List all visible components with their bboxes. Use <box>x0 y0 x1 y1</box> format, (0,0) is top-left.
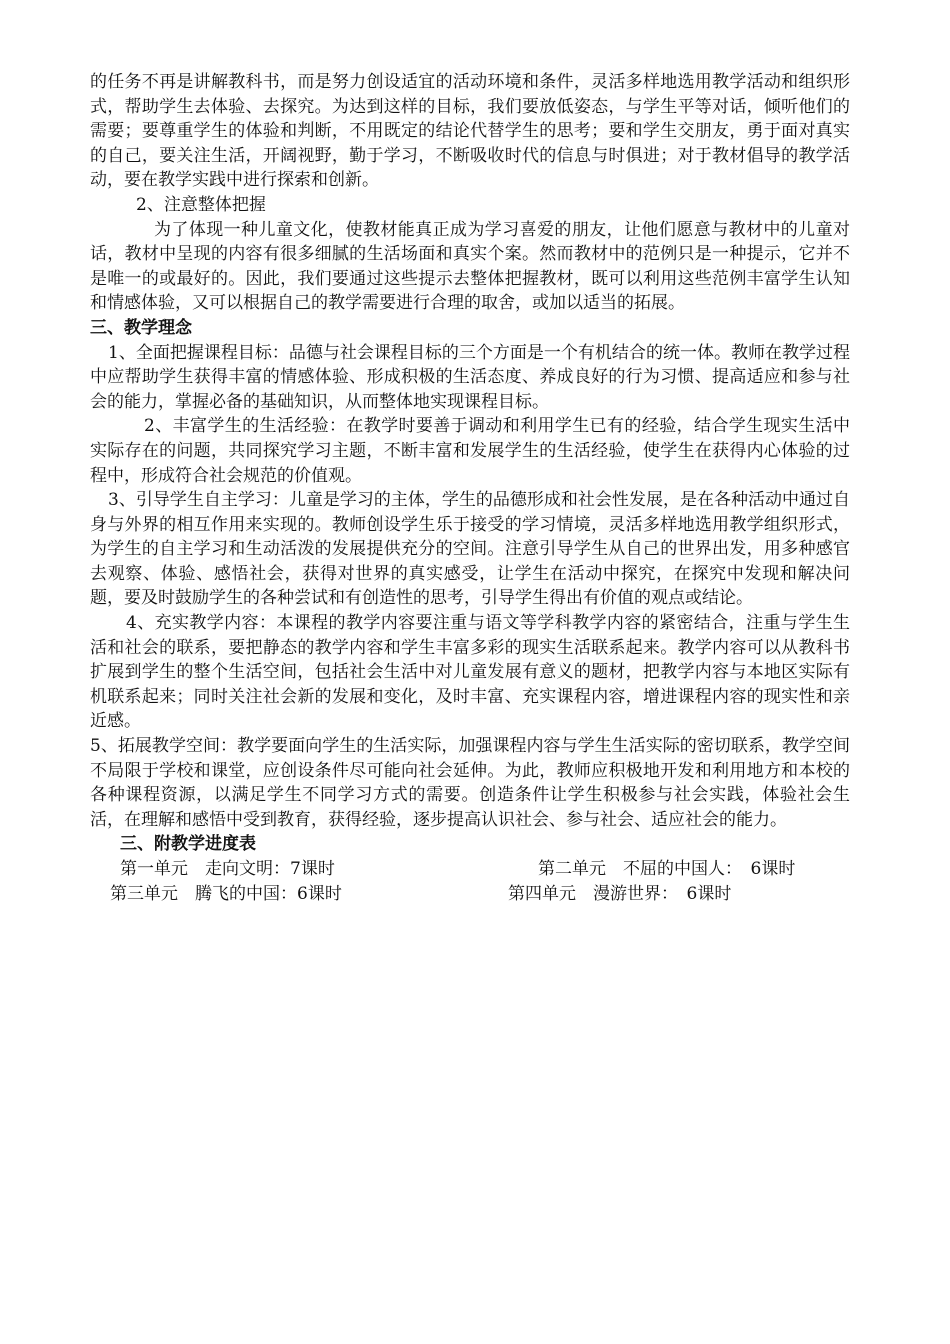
schedule-table <box>90 857 850 906</box>
schedule-unit-4: 第四单元 漫游世界： 6课时 <box>508 883 732 904</box>
overall-grasp-paragraph: 为了体现一种儿童文化，使教材能真正成为学习喜爱的朋友，让他们愿意与教材中的儿童对话，教材中呈现的内容有很多细腻的生活场面和真实个案。然而教材中的范例只是一种提示，它并不是唯一的或最好的。因此，我们要通过这些提示去整体把握教材，既可以利用这些范例丰富学生认知和情感体验，又可以根据自己的教学需要进行合理的取舍，或加以适当的拓展。 <box>90 219 850 314</box>
concept-item-3: 3、引导学生自主学习：儿童是学习的主体，学生的品德形成和社会性发展，是在各种活动中通过自身与外界的相互作用来实现的。教师创设学生乐于接受的学习情境，灵活多样地选用教学组织形式，为学生的自主学习和生动活泼的发展提供充分的空间。注意引导学生从自己的世界出发，用多种感官去观察、体验、感悟社会，获得对世界的真实感受，让学生在活动中探究，在探究中发现和解决问题，要及时鼓励学生的各种尝试和有创造性的思考，引导学生得出有价值的观点或结论。 <box>90 490 850 609</box>
schedule-unit-2: 第二单元 不屈的中国人： 6课时 <box>538 859 796 879</box>
overall-grasp-subheading: 2、注意整体把握 <box>136 194 266 215</box>
intro-paragraph: 的任务不再是讲解教科书，而是努力创设适宜的活动环境和条件，灵活多样地选用教学活动和组织形式，帮助学生去体验、去探究。为达到这样的目标，我们要放低姿态，与学生平等对话，倾听他们的需要；要尊重学生的体验和判断，不用既定的结论代替学生的思考；要和学生交朋友，勇于面对真实的自己，要关注生活，开阔视野，勤于学习，不断吸收时代的信息与时俱进；对于教材倡导的教学活动，要在教学实践中进行探索和创新。 <box>90 72 850 191</box>
schedule-heading: 三、附教学进度表 <box>120 834 256 855</box>
concept-item-5: 5、拓展教学空间：教学要面向学生的生活实际，加强课程内容与学生生活实际的密切联系，教学空间不局限于学校和课堂，应创设条件尽可能向社会延伸。为此，教师应积极地开发和利用地方和本校的各种课程资源，以满足学生不同学习方式的需要。创造条件让学生积极参与社会实践，体验社会生活，在理解和感悟中受到教育，获得经验，逐步提高认识社会、参与社会、适应社会的能力。 <box>90 736 850 830</box>
document-page <box>90 70 850 906</box>
schedule-unit-1: 第一单元 走向文明：7课时 <box>120 859 335 879</box>
concept-item-1: 1、全面把握课程目标：品德与社会课程目标的三个方面是一个有机结合的统一体。教师在教学过程中应帮助学生获得丰富的情感体验、形成积极的生活态度、养成良好的行为习惯、提高适应和参与社会的能力，掌握必备的基础知识，从而整体地实现课程目标。 <box>90 342 850 412</box>
schedule-unit-3: 第三单元 腾飞的中国：6课时 <box>110 883 342 904</box>
concept-item-4: 4、充实教学内容：本课程的教学内容要注重与语文等学科教学内容的紧密结合，注重与学生生活和社会的联系，要把静态的教学内容和学生丰富多彩的现实生活联系起来。教学内容可以从教科书扩展到学生的整个生活空间，包括社会生活中对儿童发展有意义的题材，把教学内容与本地区实际有机联系起来；同时关注社会新的发展和变化，及时丰富、充实课程内容，增进课程内容的现实性和亲近感。 <box>90 613 850 732</box>
concept-item-2: 2、丰富学生的生活经验：在教学时要善于调动和利用学生已有的经验，结合学生现实生活中实际存在的问题，共同探究学习主题，不断丰富和发展学生的生活经验，使学生在获得内心体验的过程中，形成符合社会规范的价值观。 <box>90 416 850 486</box>
teaching-concepts-heading: 三、教学理念 <box>90 317 192 338</box>
